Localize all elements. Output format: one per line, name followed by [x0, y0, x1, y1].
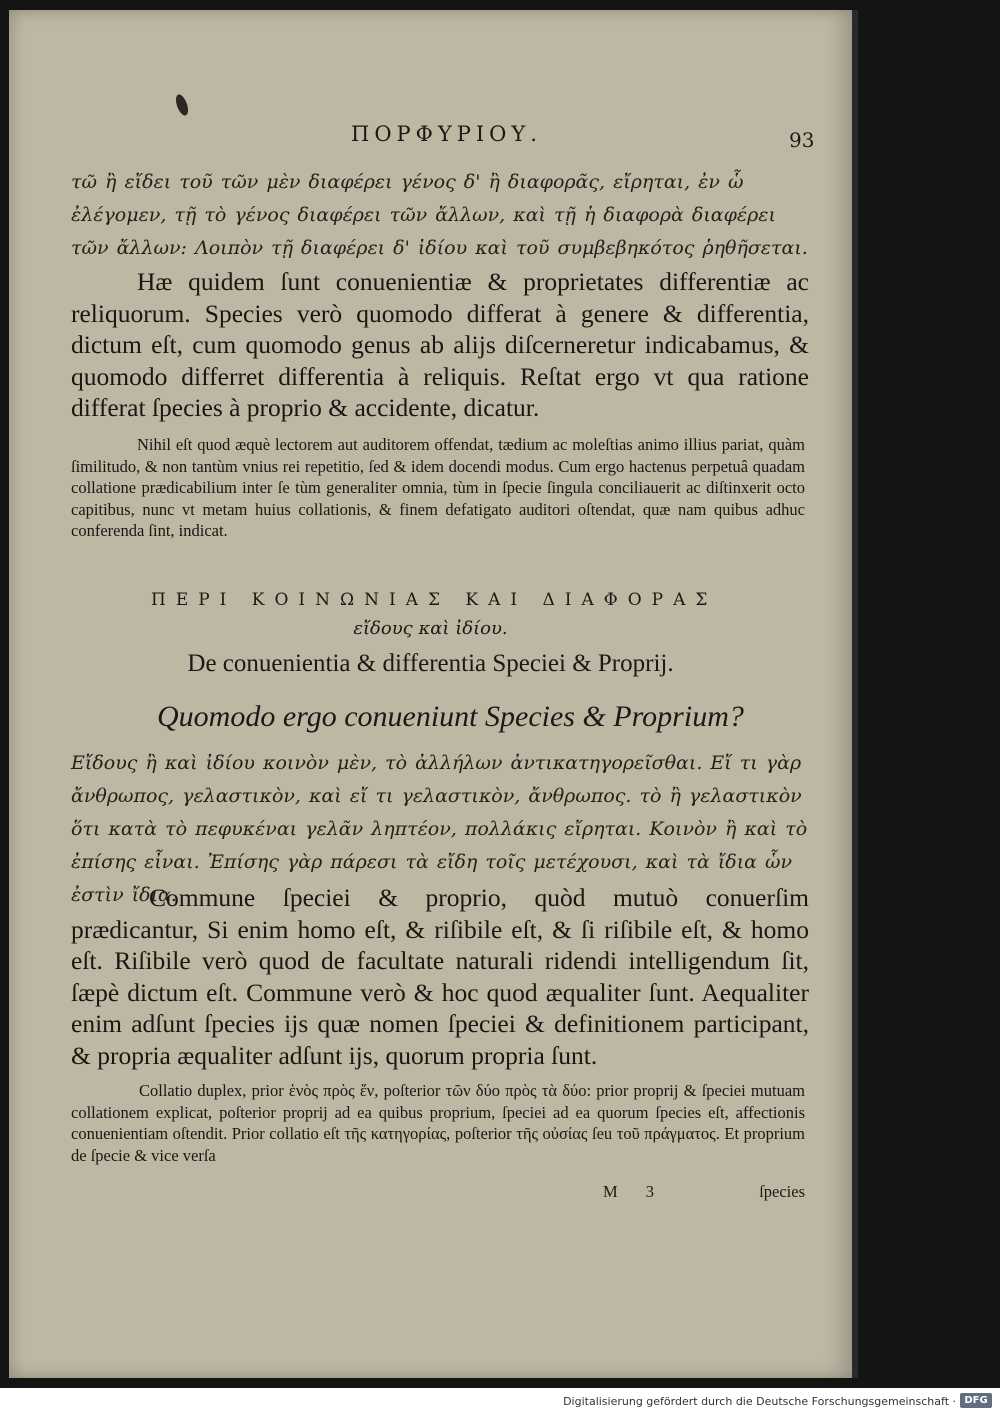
commentary-1: Nihil eſt quod æquè lectorem aut auditorem offendat, tædium ac moleſtias animo illius pariat, quàm ſimilitudo, & non tantùm vnius rei repetitio, ſed & idem docendi modus. Cum ergo hactenus perpetuâ quadam collatione prædicabilium inter ſe tùm generaliter omnia, tùm in ſpecie ſingula conciliauerit ac diſtinxerit octo capitibus, nunc vt metam huius collationis, & finem defatigato auditori oſtendat, quæ nam quibus adhuc conferenda ſint, indicat. [71, 435, 805, 540]
footer-bar [0, 1390, 1000, 1412]
funding-credit: Digitalisierung gefördert durch die Deutsche Forschungsgemeinschaft · [563, 1395, 956, 1408]
greek-text-1: τῶ ἢ εἴδει τοῦ τῶν μὲν διαφέρει γένος δ' ἢ διαφορᾶς, εἴρηται, ἐν ὧ ἐλέγομεν, τῇ τὸ γένος διαφέρει τῶν ἄλλων, καὶ τῇ ἡ διαφορὰ διαφέρει τῶν ἄλλων: Λοιπὸν τῇ διαφέρει δ' ἰδίου καὶ τοῦ συμβεβηκότος ῥηθῆσεται. [71, 171, 808, 259]
ink-stain [174, 93, 191, 117]
signature-mark: M 3 [603, 1182, 667, 1201]
page-edge [852, 10, 858, 1378]
section-subtitle: εἴδους καὶ ἰδίου. [353, 618, 508, 639]
catchword: ſpecies [759, 1182, 805, 1201]
commentary-2: Collatio duplex, prior ἑνὸς πρὸς ἕν, poſterior τῶν δύο πρὸς τὰ δύο: prior proprij & ſpeciei mutuam collationem explicat, poſterior proprij ad ea quibus proprium, ſpeciei ad ea quorum ſpecies eſt, affectionis conuenientiam oſtendit. Prior collatio eſt τῆς κατηγορίας, poſterior τῆς οὐσίας ſeu τοῦ πράγματος. Et proprium de ſpecie & vice verſa [71, 1081, 805, 1165]
dfg-logo-icon: DFG [960, 1393, 992, 1408]
latin-paragraph-2: Commune ſpeciei & proprio, quòd mutuò conuerſim prædicantur, Si enim homo eſt, & riſibile eſt, & ſi riſibile eſt, & homo eſt. Riſibile verò quod de facultate naturali ridendi intelligendum ſit, ſæpè dictum eſt. Commune verò & hoc quod æqualiter ſunt. Aequaliter enim adſunt ſpecies ijs quæ nomen ſpeciei & definitionem participant, & propria æqualiter adſunt ijs, quorum propria ſunt. [71, 883, 809, 1070]
section-title: ΠΕΡΙ ΚΟΙΝΩΝΙΑΣ ΚΑΙ ΔΙΑΦΟΡΑΣ [151, 590, 718, 610]
book-page [9, 10, 852, 1378]
latin-paragraph-1: Hæ quidem ſunt conuenientiæ & proprietates differentiæ ac reliquorum. Species verò quomodo differat à genere & differentia, dictum eſt, cum quomodo genus ab alijs diſcerneretur indicabamus, & quomodo differret differentia à reliquis. Reſtat ergo vt qua ratione differat ſpecies à proprio & accidente, dicatur. [71, 267, 809, 422]
greek-text-2: Εἴδους ἢ καὶ ἰδίου κοινὸν μὲν, τὸ ἀλλήλων ἀντικατηγορεῖσθαι. Εἴ τι γὰρ ἄνθρωπος, γελαστικὸν, καὶ εἴ τι γελαστικὸν, ἄνθρωπος. τὸ ἢ γελαστικὸν ὅτι κατὰ τὸ πεφυκέναι γελᾶν ληπτέον, πολλάκις εἴρηται. Κοινὸν ἢ καὶ τὸ ἐπίσης εἶναι. Ἐπίσης γὰρ πάρεσι τὰ εἴδη τοῖς μετέχουσι, καὶ τὰ ἴδια ὧν ἐστὶν ἴδια. [71, 752, 808, 906]
question-heading: Quomodo ergo conueniunt Species & Proprium? [157, 700, 744, 733]
latin-heading: De conuenientia & differentia Speciei & Proprij. [187, 650, 674, 677]
page-number: 93 [789, 128, 815, 152]
running-head: ΠΟΡΦΥΡΙΟΥ. [351, 122, 542, 146]
